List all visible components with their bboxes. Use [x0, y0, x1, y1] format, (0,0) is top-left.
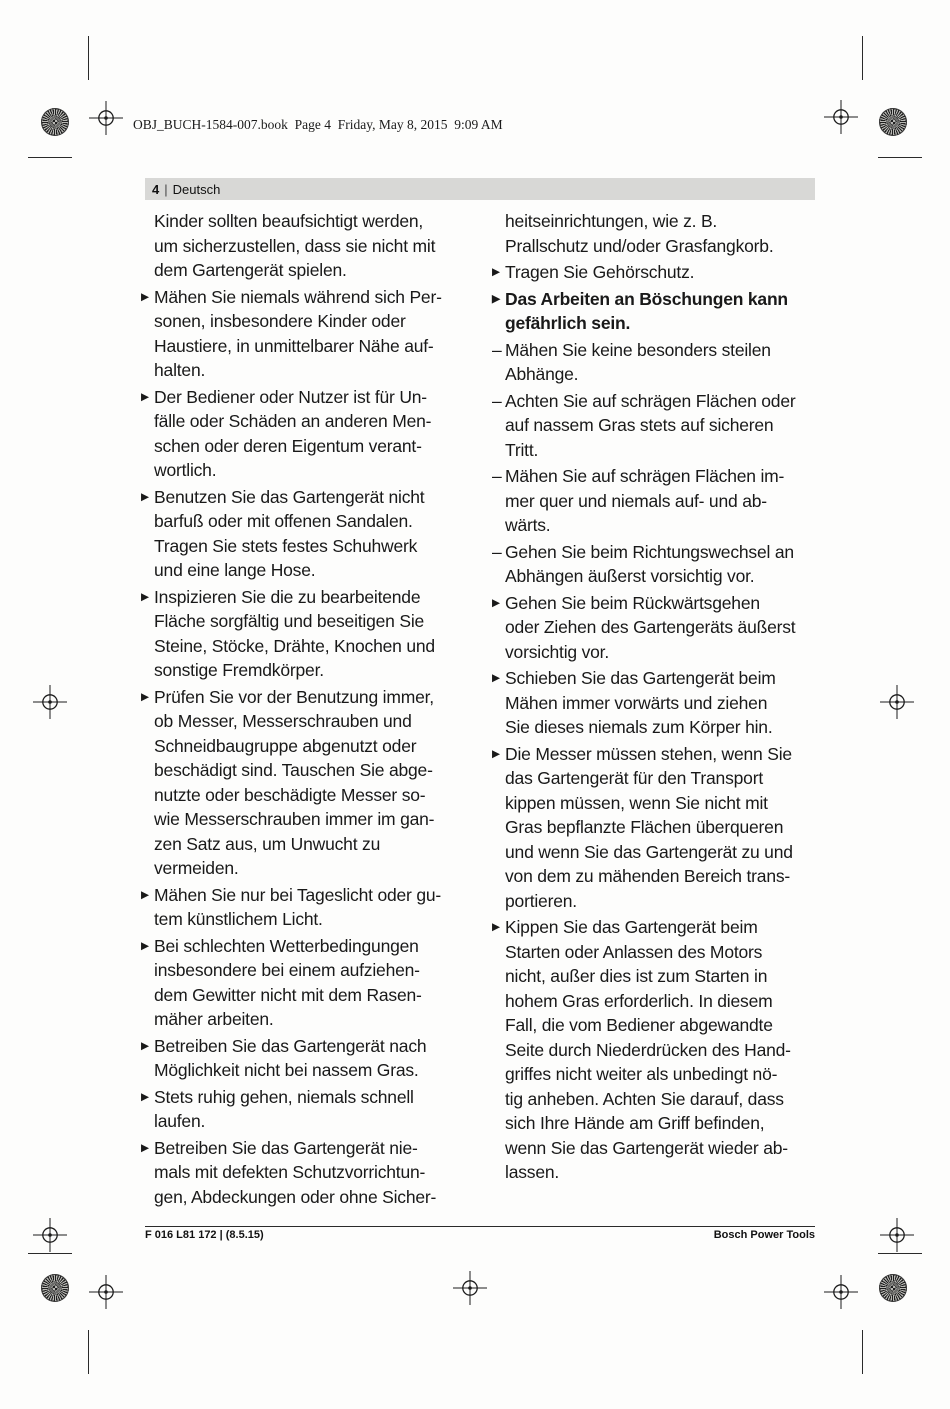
bullet-triangle-icon: ▶: [492, 921, 500, 933]
registration-target-icon: [88, 100, 124, 136]
registration-target-icon: [88, 1274, 124, 1310]
registration-target-icon: [32, 1217, 68, 1253]
paragraph: [141, 883, 466, 932]
paragraph-text: Bei schlechten Wetterbedingungen insbesondere bei einem aufziehen- dem Gewitter nicht mit dem Rasen- mäher arbeiten.: [154, 935, 422, 1029]
paragraph-text: Der Bediener oder Nutzer ist für Un- fälle oder Schäden an anderen Men- schen oder deren Eigentum verant- wortlich.: [154, 386, 432, 480]
dash-bullet-icon: –: [492, 541, 502, 562]
crop-mark: [88, 36, 89, 80]
right-column: [492, 209, 824, 1187]
paragraph: [492, 389, 824, 463]
star-target-icon: [879, 1274, 907, 1302]
bullet-triangle-icon: ▶: [492, 292, 500, 305]
registration-target-icon: [823, 1274, 859, 1310]
paragraph: [492, 464, 824, 538]
paragraph-text: Inspizieren Sie die zu bearbeitende Fläche sorgfältig und beseitigen Sie Steine, Stöcke, Drähte, Knochen und sonstige Fremdkörper.: [154, 586, 435, 680]
crop-mark: [878, 157, 922, 158]
bullet-triangle-icon: ▶: [141, 939, 149, 952]
dash-bullet-icon: –: [492, 390, 502, 411]
registration-target-icon: [32, 684, 68, 720]
bullet-triangle-icon: ▶: [492, 266, 500, 278]
star-target-icon: [41, 1274, 69, 1302]
bullet-triangle-icon: ▶: [492, 672, 500, 684]
crop-mark: [28, 1253, 72, 1254]
paragraph: [492, 540, 824, 589]
crop-mark: [878, 1253, 922, 1254]
paragraph-text: Die Messer müssen stehen, wenn Sie das Gartengerät für den Transport kippen müssen, wenn Sie nicht mit Gras bepflanzte Flächen überqueren und wenn Sie das Gartengerät zu und von dem zu mähenden Bereich trans- portieren.: [505, 743, 793, 911]
paragraph: [492, 338, 824, 387]
paragraph: [141, 385, 466, 483]
registration-target-icon: [879, 1217, 915, 1253]
paragraph: [141, 1085, 466, 1134]
paragraph-text: Tragen Sie Gehörschutz.: [505, 262, 695, 282]
section-language-label: Deutsch: [172, 181, 221, 197]
paragraph: [492, 742, 824, 914]
paragraph-text: Mähen Sie auf schrägen Flächen im- mer quer und niemals auf- und ab- wärts.: [505, 466, 785, 535]
paragraph: [141, 485, 466, 583]
registration-target-icon: [823, 99, 859, 135]
paragraph: [141, 585, 466, 683]
paragraph-bold-warning: [492, 287, 824, 336]
paragraph-text: Betreiben Sie das Gartengerät nie- mals mit defekten Schutzvorrichtun- gen, Abdeckungen oder ohne Sicher-: [154, 1137, 437, 1207]
bullet-triangle-icon: ▶: [141, 490, 149, 503]
paragraph: [141, 209, 466, 283]
footer-rule: [145, 1226, 815, 1227]
page-footer: [145, 1229, 815, 1241]
bullet-triangle-icon: ▶: [141, 690, 149, 703]
page-number: 4: [152, 181, 160, 197]
dash-bullet-icon: –: [492, 339, 502, 360]
header-separator: |: [164, 181, 168, 197]
left-column: [141, 209, 466, 1211]
paragraph: [492, 260, 824, 285]
page-header-bar: [145, 178, 815, 200]
print-memo-line: OBJ_BUCH-1584-007.book Page 4 Friday, May 8, 2015 9:09 AM: [133, 117, 503, 132]
bullet-triangle-icon: ▶: [141, 1141, 149, 1154]
bullet-triangle-icon: ▶: [141, 590, 149, 603]
star-target-icon: [879, 108, 907, 136]
paragraph-text: Das Arbeiten an Böschungen kann gefährlich sein.: [505, 288, 788, 333]
star-target-icon: [41, 108, 69, 136]
bullet-triangle-icon: ▶: [141, 1039, 149, 1052]
paragraph-text: Schieben Sie das Gartengerät beim Mähen immer vorwärts und ziehen Sie dieses niemals zum Körper hin.: [505, 668, 776, 737]
paragraph-text: Kinder sollten beaufsichtigt werden, um sicherzustellen, dass sie nicht mit dem Gartengerät spielen.: [154, 211, 436, 280]
paragraph: [141, 685, 466, 881]
crop-mark: [862, 1330, 863, 1374]
bullet-triangle-icon: ▶: [141, 390, 149, 403]
paragraph: [141, 934, 466, 1032]
paragraph-text: Mähen Sie keine besonders steilen Abhänge.: [505, 339, 771, 384]
bullet-triangle-icon: ▶: [141, 888, 149, 901]
paragraph-text: Achten Sie auf schrägen Flächen oder auf nassem Gras stets auf sicheren Tritt.: [505, 390, 796, 460]
paragraph-text: Gehen Sie beim Rückwärtsgehen oder Ziehen des Gartengeräts äußerst vorsichtig vor.: [505, 592, 796, 662]
bullet-triangle-icon: ▶: [492, 747, 500, 760]
crop-mark: [28, 157, 72, 158]
paragraph: [492, 666, 824, 740]
crop-mark: [88, 1330, 89, 1374]
crop-mark: [862, 36, 863, 80]
paragraph: [141, 285, 466, 383]
paragraph: [492, 915, 824, 1185]
paragraph: [141, 1136, 466, 1210]
footer-document-code: F 016 L81 172 | (8.5.15): [145, 1229, 264, 1241]
footer-brand: Bosch Power Tools: [713, 1229, 815, 1241]
paragraph-text: Kippen Sie das Gartengerät beim Starten oder Anlassen des Motors nicht, außer dies ist zum Starten in hohem Gras erforderlich. In diesem Fall, die vom Bediener abgewandte Seite durch Niederdrücken des Hand- griffes nicht weiter als unbedingt nö- tig anheben. Achten Sie darauf, dass sich Ihre Hände am Griff befinden, wenn Sie das Gartengerät wieder ab- lassen.: [505, 917, 791, 1182]
dash-bullet-icon: –: [492, 466, 502, 486]
bullet-triangle-icon: ▶: [492, 596, 500, 609]
paragraph-text: Stets ruhig gehen, niemals schnell laufen.: [154, 1086, 414, 1131]
paragraph-text: Betreiben Sie das Gartengerät nach Möglichkeit nicht bei nassem Gras.: [154, 1035, 427, 1080]
bullet-triangle-icon: ▶: [141, 290, 149, 303]
paragraph-text: Mähen Sie niemals während sich Per- sonen, insbesondere Kinder oder Haustiere, in unmittelbarer Nähe auf- halten.: [154, 286, 442, 380]
paragraph: [141, 1034, 466, 1083]
paragraph-text: Gehen Sie beim Richtungswechsel an Abhängen äußerst vorsichtig vor.: [505, 541, 794, 586]
paragraph-text: Benutzen Sie das Gartengerät nicht barfuß oder mit offenen Sandalen. Tragen Sie stets festes Schuhwerk und eine lange Hose.: [154, 486, 425, 580]
paragraph: [492, 209, 824, 258]
bullet-triangle-icon: ▶: [141, 1090, 149, 1103]
paragraph-text: Mähen Sie nur bei Tageslicht oder gu- tem künstlichem Licht.: [154, 884, 442, 929]
registration-target-icon: [452, 1270, 488, 1306]
paragraph-text: heitseinrichtungen, wie z. B. Prallschutz und/oder Grasfangkorb.: [505, 211, 774, 256]
registration-target-icon: [879, 684, 915, 720]
paragraph: [492, 591, 824, 665]
paragraph-text: Prüfen Sie vor der Benutzung immer, ob Messer, Messerschrauben und Schneidbaugruppe abgenutzt oder beschädigt sind. Tauschen Sie abge- nutzte oder beschädigte Messer so- wie Messerschrauben immer im gan- zen Satz aus, um Unwucht zu vermeiden.: [154, 686, 435, 878]
